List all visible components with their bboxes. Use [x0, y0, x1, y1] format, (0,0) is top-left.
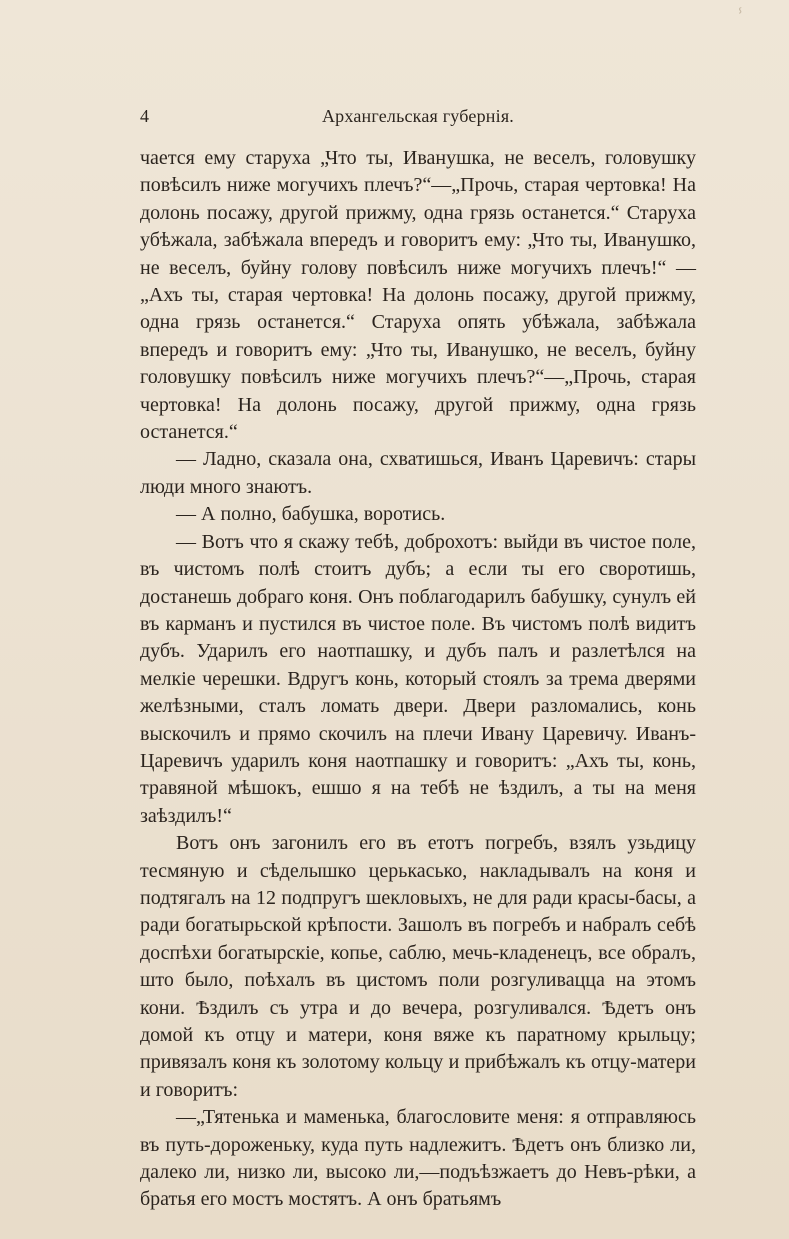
paragraph: Вотъ онъ загонилъ его въ етотъ погребъ, взялъ узьдицу тесмяную и сѣделышко церькасько, накладывалъ на коня и подтягалъ на 12 подпругъ шекловыхъ, не для ради красы-басы, а ради богатырьской крѣпости. Зашолъ въ погребъ и набралъ себѣ доспѣхи богатырскіе, копье, саблю, мечь-кладенецъ, все обралъ, што было, поѣхалъ въ цистомъ поли розгуливацца на этомъ кони. Ѣздилъ съ утра и до вечера, розгуливался. Ѣдетъ онъ домой къ отцу и матери, коня вяже къ паратному крыльцу; привязалъ коня къ золотому кольцу и прибѣжалъ къ отцу-матери и говоритъ:: [140, 832, 696, 1101]
paragraph: чается ему старуха „Что ты, Иванушка, не веселъ, головушку повѣсилъ ниже могучихъ плечъ?“—„Прочь, старая чертовка! На долонь посажу, другой прижму, одна грязь останется.“ Старуха убѣжала, забѣжала впередъ и говоритъ ему: „Что ты, Иванушко, не веселъ, буйну голову повѣсилъ ниже могучихъ плечъ!“ —„Ахъ ты, старая чертовка! На долонь посажу, другой прижму, одна грязь останется.“ Старуха опять убѣжала, забѣжала впередъ и говоритъ ему: „Что ты, Иванушко, не веселъ, буйну головушку повѣсилъ ниже могучихъ плечъ?“—„Прочь, старая чертовка! На долонь посажу, другой прижму, одна грязь останется.“: [140, 147, 696, 444]
page-header: [140, 101, 696, 131]
page-number: 4: [140, 106, 149, 126]
paragraph: —„Тятенька и маменька, благословите меня: я отправляюсь въ путь-дороженьку, куда путь надлежитъ. Ѣдетъ онъ близко ли, далеко ли, низко ли, высоко ли,—подъѣзжаетъ до Невъ-рѣки, а братья его мостъ мостятъ. А онъ братьямъ: [140, 1106, 696, 1211]
paragraph: — Ладно, сказала она, схватишься, Иванъ Царевичъ: стары люди много знаютъ.: [140, 448, 696, 498]
running-title: Архангельская губернія.: [321, 106, 514, 126]
paragraph: — А полно, бабушка, воротись.: [176, 503, 446, 526]
page-body: [140, 145, 696, 1214]
paragraph: — Вотъ что я скажу тебѣ, доброхотъ: выйди въ чистое поле, въ чистомъ полѣ стоитъ дубъ; а если ты его своротишь, достанешь добраго коня. Онъ поблагодарилъ бабушку, сунулъ ей въ карманъ и пустился въ чистое поле. Въ чистомъ полѣ видитъ дубъ. Ударилъ его наотпашку, и дубъ палъ и разлетѣлся на мелкіе черешки. Вдругъ конь, который стоялъ за трема дверями желѣзными, сталъ ломать двери. Двери разломались, конь выскочилъ и прямо скочилъ на плечи Ивану Царевичу. Иванъ-Царевичъ ударилъ коня наотпашку и говоритъ: „Ахъ ты, конь, травяной мѣшокъ, ешшо я на тебѣ не ѣздилъ, а ты на меня заѣздилъ!“: [140, 530, 696, 827]
ink-mark: ⸯ: [735, 9, 746, 30]
